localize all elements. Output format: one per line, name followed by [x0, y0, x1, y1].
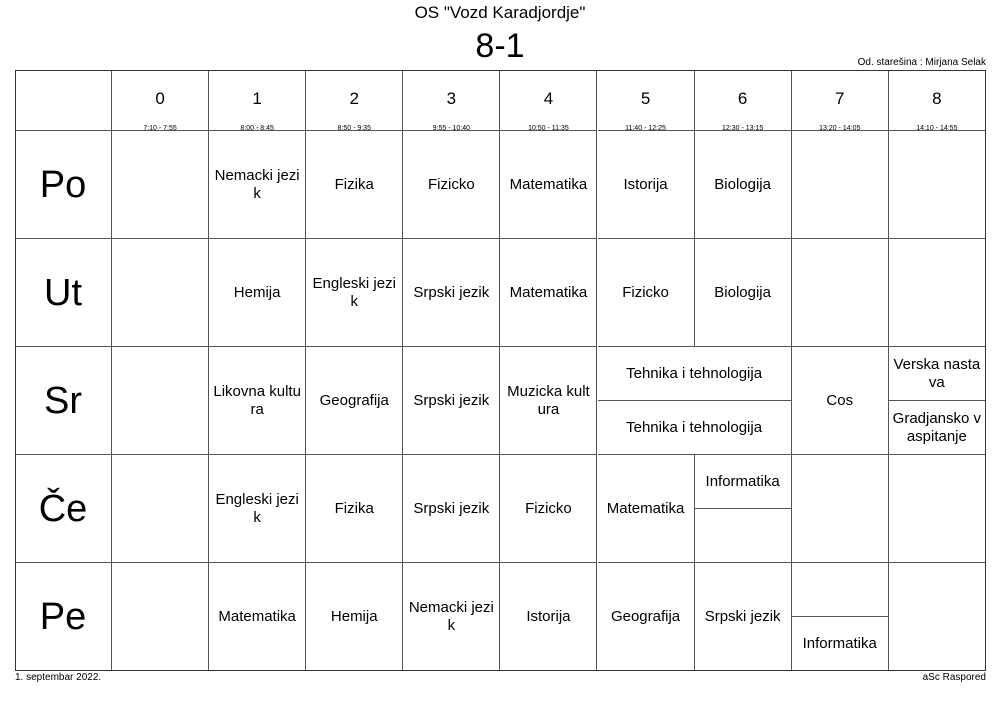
empty-cell [889, 455, 986, 563]
empty-cell [112, 131, 209, 239]
day-label: Po [15, 131, 112, 239]
lesson-cell: Matematika [598, 455, 695, 563]
period-number: 3 [446, 89, 457, 108]
period-header [695, 70, 792, 131]
period-number: 5 [640, 89, 651, 108]
period-number: 2 [349, 89, 359, 108]
period-time: 14:10 - 14:55 [916, 125, 958, 131]
day-label: Ut [15, 239, 112, 347]
class-teacher: Od. starešina : Mirjana Selak [857, 57, 986, 68]
lesson-cell: Tehnika i tehnologija [598, 401, 792, 455]
lesson-cell: Fizika [306, 131, 403, 239]
empty-cell [889, 239, 986, 347]
empty-cell [792, 239, 889, 347]
lesson-cell: Gradjansko vaspitanje [889, 401, 986, 455]
lesson-cell [695, 509, 792, 563]
period-time: 11:40 - 12:25 [625, 125, 666, 131]
lesson-cell: Srpski jezik [403, 347, 500, 455]
empty-cell [112, 455, 209, 563]
lesson-cell: Srpski jezik [403, 239, 500, 347]
period-time: 8:50 - 9:35 [337, 125, 371, 131]
day-label: Če [15, 455, 112, 563]
lesson-cell: Muzicka kultura [500, 347, 597, 455]
empty-cell [889, 131, 986, 239]
lesson-cell: Fizicko [403, 131, 500, 239]
lesson-cell: Fizicko [500, 455, 597, 563]
period-time: 13:20 - 14:05 [819, 125, 861, 131]
lesson-cell: Hemija [306, 563, 403, 671]
footer-software: aSc Raspored [922, 672, 986, 683]
lesson-cell: Matematika [500, 239, 597, 347]
lesson-cell: Verska nastava [889, 347, 986, 401]
period-header [209, 70, 306, 131]
lesson-cell: Matematika [500, 131, 597, 239]
period-number: 8 [932, 89, 942, 108]
lesson-cell [792, 563, 889, 617]
period-header [112, 70, 209, 131]
period-number: 6 [737, 89, 748, 108]
day-label: Pe [15, 563, 112, 671]
day-label: Sr [15, 347, 112, 455]
empty-cell [889, 563, 986, 671]
lesson-cell: Informatika [792, 617, 889, 671]
lesson-cell: Istorija [500, 563, 597, 671]
period-number: 0 [155, 89, 165, 108]
empty-cell [112, 239, 209, 347]
lesson-cell: Nemacki jezik [403, 563, 500, 671]
period-header [889, 70, 986, 131]
period-header [598, 70, 695, 131]
lesson-cell: Likovna kultura [209, 347, 306, 455]
lesson-cell: Srpski jezik [403, 455, 500, 563]
lesson-cell: Geografija [598, 563, 695, 671]
empty-cell [112, 563, 209, 671]
period-time: 8:00 - 8:45 [240, 125, 274, 131]
lesson-cell: Nemacki jezik [209, 131, 306, 239]
period-time: 12:30 - 13:15 [722, 125, 764, 131]
lesson-cell: Geografija [306, 347, 403, 455]
lesson-cell: Hemija [209, 239, 306, 347]
lesson-cell: Biologija [695, 239, 792, 347]
lesson-cell: Fizika [306, 455, 403, 563]
period-time: 7:10 - 7:55 [143, 125, 177, 131]
timetable-grid [15, 70, 986, 671]
lesson-cell: Tehnika i tehnologija [598, 347, 792, 401]
period-number: 4 [543, 89, 554, 108]
lesson-cell: Engleski jezik [306, 239, 403, 347]
lesson-cell: Matematika [209, 563, 306, 671]
lesson-cell: Fizicko [598, 239, 695, 347]
period-header [306, 70, 403, 131]
class-name: 8-1 [475, 27, 525, 65]
lesson-cell: Cos [792, 347, 889, 455]
period-number: 7 [835, 89, 845, 108]
period-header [403, 70, 500, 131]
lesson-cell: Engleski jezik [209, 455, 306, 563]
period-number: 1 [252, 89, 262, 108]
lesson-cell: Istorija [598, 131, 695, 239]
lesson-cell: Biologija [695, 131, 792, 239]
footer-date: 1. septembar 2022. [15, 672, 102, 683]
school-name: OS "Vozd Karadjordje" [414, 3, 586, 22]
period-header [792, 70, 889, 131]
corner-cell [15, 70, 112, 131]
empty-cell [792, 131, 889, 239]
lesson-cell: Srpski jezik [695, 563, 792, 671]
empty-cell [112, 347, 209, 455]
empty-cell [792, 455, 889, 563]
period-header [500, 70, 597, 131]
period-time: 9:55 - 10:40 [432, 125, 471, 131]
period-time: 10:50 - 11:35 [528, 125, 569, 131]
lesson-cell: Informatika [695, 455, 792, 509]
